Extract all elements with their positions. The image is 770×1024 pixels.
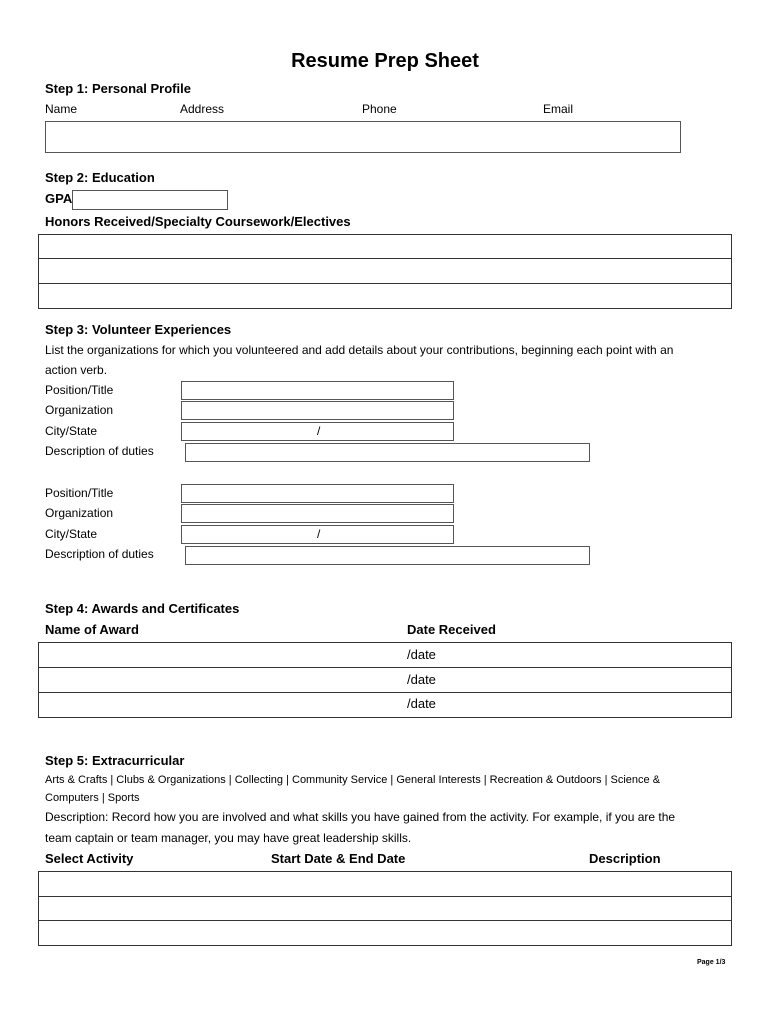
page-title: Resume Prep Sheet [291,50,479,72]
honors-row[interactable] [38,258,732,284]
activity-categories: Arts & Crafts | Clubs & Organizations | Collecting | Community Service | General Interests | Recreation & Outdoors | Science & [45,774,661,786]
step5-heading: Step 5: Extracurricular [45,753,185,768]
extracurricular-row[interactable] [38,871,732,897]
position-title-field[interactable] [181,484,454,503]
position-title-label: Position/Title [45,486,114,500]
date-received-header: Date Received [407,622,496,637]
step5-description-cont: team captain or team manager, you may have great leadership skills. [45,831,412,845]
organization-field[interactable] [181,504,454,523]
organization-label: Organization [45,403,114,417]
email-label: Email [543,102,574,116]
city-state-field[interactable] [181,422,454,441]
city-state-label: City/State [45,424,98,438]
gpa-field[interactable] [72,190,228,210]
gpa-label: GPA [45,191,73,206]
step1-heading: Step 1: Personal Profile [45,81,191,96]
position-title-label: Position/Title [45,383,114,397]
organization-label: Organization [45,506,114,520]
step4-heading: Step 4: Awards and Certificates [45,601,240,616]
extracurricular-row[interactable] [38,920,732,946]
page-number: Page 1/3 [697,959,726,966]
award-date-cell: /date [407,672,436,687]
award-date-cell: /date [407,647,436,662]
step3-heading: Step 3: Volunteer Experiences [45,322,232,337]
extracurricular-row[interactable] [38,896,732,922]
start-end-date-header: Start Date & End Date [271,851,406,866]
award-row[interactable] [38,642,732,668]
duties-label: Description of duties [45,444,154,458]
city-state-label: City/State [45,527,98,541]
city-state-field[interactable] [181,525,454,544]
select-activity-header: Select Activity [45,851,134,866]
duties-field[interactable] [185,546,590,565]
step3-instructions-cont: action verb. [45,363,108,377]
activity-categories-cont: Computers | Sports [45,792,140,804]
step5-description: Description: Record how you are involved and what skills you have gained from the activity. For example, if you are the [45,810,676,824]
personal-profile-field[interactable] [45,121,681,153]
duties-label: Description of duties [45,547,154,561]
city-state-separator: / [317,424,321,438]
phone-label: Phone [362,102,397,116]
award-row[interactable] [38,667,732,693]
award-name-header: Name of Award [45,622,139,637]
honors-row[interactable] [38,283,732,309]
step3-instructions: List the organizations for which you volunteered and add details about your contributions, beginning each point with an [45,343,674,357]
position-title-field[interactable] [181,381,454,400]
city-state-separator: / [317,527,321,541]
award-date-cell: /date [407,696,436,711]
honors-row[interactable] [38,234,732,259]
duties-field[interactable] [185,443,590,462]
organization-field[interactable] [181,401,454,420]
address-label: Address [180,102,225,116]
award-row[interactable] [38,692,732,718]
description-header: Description [589,851,661,866]
name-label: Name [45,102,78,116]
step2-heading: Step 2: Education [45,170,155,185]
honors-label: Honors Received/Specialty Coursework/Electives [45,214,351,229]
